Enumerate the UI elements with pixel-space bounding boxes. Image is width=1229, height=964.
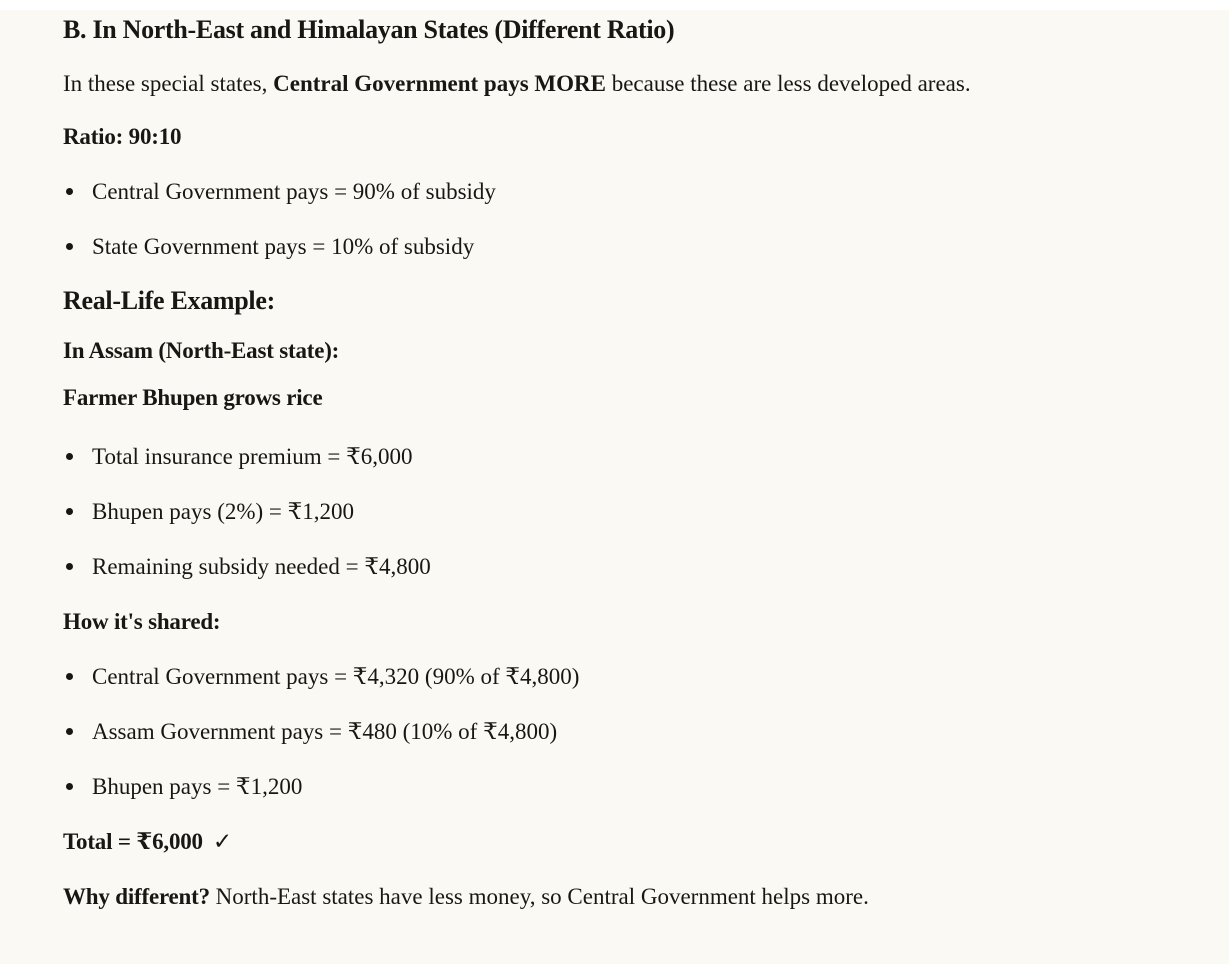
intro-text-post: because these are less developed areas. <box>605 71 971 96</box>
shared-list <box>63 658 1104 805</box>
premium-list <box>63 438 1104 585</box>
article-content <box>0 10 1229 923</box>
intro-paragraph <box>63 65 1008 102</box>
example-farmer-label: Farmer Bhupen grows rice <box>63 385 323 410</box>
ratio-label: Ratio: 90:10 <box>63 124 182 149</box>
list-item: Central Government pays = 90% of subsidy <box>63 173 1104 210</box>
shared-heading: How it's shared: <box>63 609 221 634</box>
intro-text-pre: In these special states, <box>63 71 274 96</box>
why-text: North-East states have less money, so Central Government helps more. <box>209 884 869 909</box>
total-label: Total = ₹6,000 <box>63 829 203 854</box>
checkmark-icon: ✓ <box>212 829 233 854</box>
why-label: Why different? <box>63 884 210 909</box>
total-line <box>63 823 1104 860</box>
list-item: Total insurance premium = ₹6,000 <box>63 438 1104 475</box>
list-item: Central Government pays = ₹4,320 (90% of ₹4,800) <box>63 658 1104 695</box>
example-location-label: In Assam (North-East state): <box>63 338 340 363</box>
section-heading: B. In North-East and Himalayan States (Different Ratio) <box>63 15 675 44</box>
ratio-list <box>63 173 1104 265</box>
list-item: Bhupen pays = ₹1,200 <box>63 768 1104 805</box>
list-item: State Government pays = 10% of subsidy <box>63 228 1104 265</box>
list-item: Remaining subsidy needed = ₹4,800 <box>63 548 1104 585</box>
list-item: Bhupen pays (2%) = ₹1,200 <box>63 493 1104 530</box>
example-heading: Real-Life Example: <box>63 286 275 315</box>
top-strip <box>0 0 1229 10</box>
why-paragraph <box>63 878 1104 915</box>
list-item: Assam Government pays = ₹480 (10% of ₹4,800) <box>63 713 1104 750</box>
intro-text-bold: Central Government pays MORE <box>273 71 606 96</box>
